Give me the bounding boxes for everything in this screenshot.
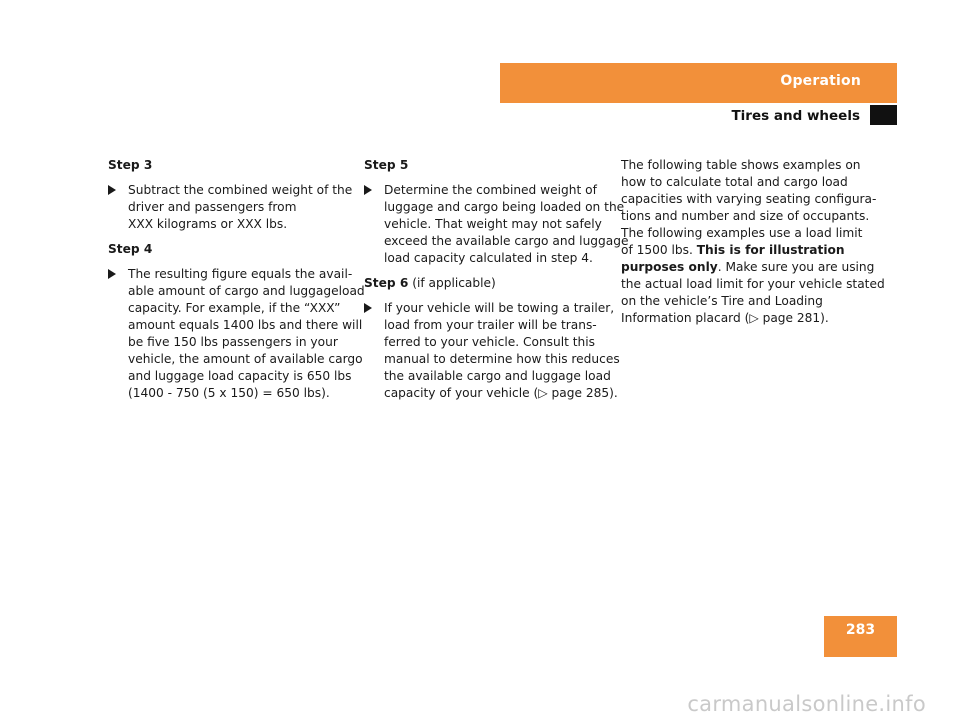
bullet-arrow-icon [364, 185, 372, 195]
text-column-middle [364, 157, 629, 410]
text-column-left [108, 157, 365, 410]
bullet-arrow-icon [364, 303, 372, 313]
step-6-heading-suffix: (if applicable) [408, 276, 496, 290]
step-6-heading: Step 6 (if applicable) [364, 276, 496, 290]
illustration-emphasis: purposes only [621, 260, 718, 274]
section-header-bar [500, 63, 897, 103]
step-3-instruction: Subtract the combined weight of the driver and passengers from XXX kilograms or XXX lbs. [108, 182, 352, 233]
page-number-box [824, 616, 897, 657]
step-5-heading: Step 5 [364, 158, 409, 172]
page-number: 283 [845, 622, 876, 638]
step-3-heading: Step 3 [108, 158, 153, 172]
bullet-arrow-icon [108, 185, 116, 195]
subsection-title: Tires and wheels [731, 108, 860, 124]
step-5-instruction: Determine the combined weight of luggage and cargo being loaded on the vehicle. That weight may not safely exceed the available cargo and luggage load capacity calculated in step 4. [364, 182, 612, 267]
text-column-right [621, 157, 885, 327]
step-4-instruction: The resulting figure equals the avail- able amount of cargo and luggageload capacity. For example, if the “XXX” amount equals 1400 lbs and there will be five 150 lbs passengers in your vehicle, the amount of available cargo and luggage load capacity is 650 lbs (1400 - 750 (5 x 150) = 650 lbs). [108, 266, 352, 402]
illustration-emphasis: This is for illustration [696, 243, 845, 257]
thumb-tab-marker [870, 105, 897, 125]
explanation-paragraph: The following table shows examples on how to calculate total and cargo load capacities with varying seating configura- tions and number and size of occupants. The following examples use a load limit of 1500 lbs. This is for illustration purposes only. Make sure you are using the actual load limit for your vehicle stated on the vehicle’s Tire and Loading Information placard (▷ page 281). [621, 158, 885, 325]
step-6-instruction: If your vehicle will be towing a trailer, load from your trailer will be trans- ferred to your vehicle. Consult this manual to determine how this reduces the available cargo and luggage load capacity of your vehicle (▷ page 285). [364, 300, 612, 402]
section-title: Operation [780, 73, 861, 89]
bullet-arrow-icon [108, 269, 116, 279]
step-4-heading: Step 4 [108, 242, 153, 256]
watermark: carmanualsonline.info [687, 692, 926, 716]
